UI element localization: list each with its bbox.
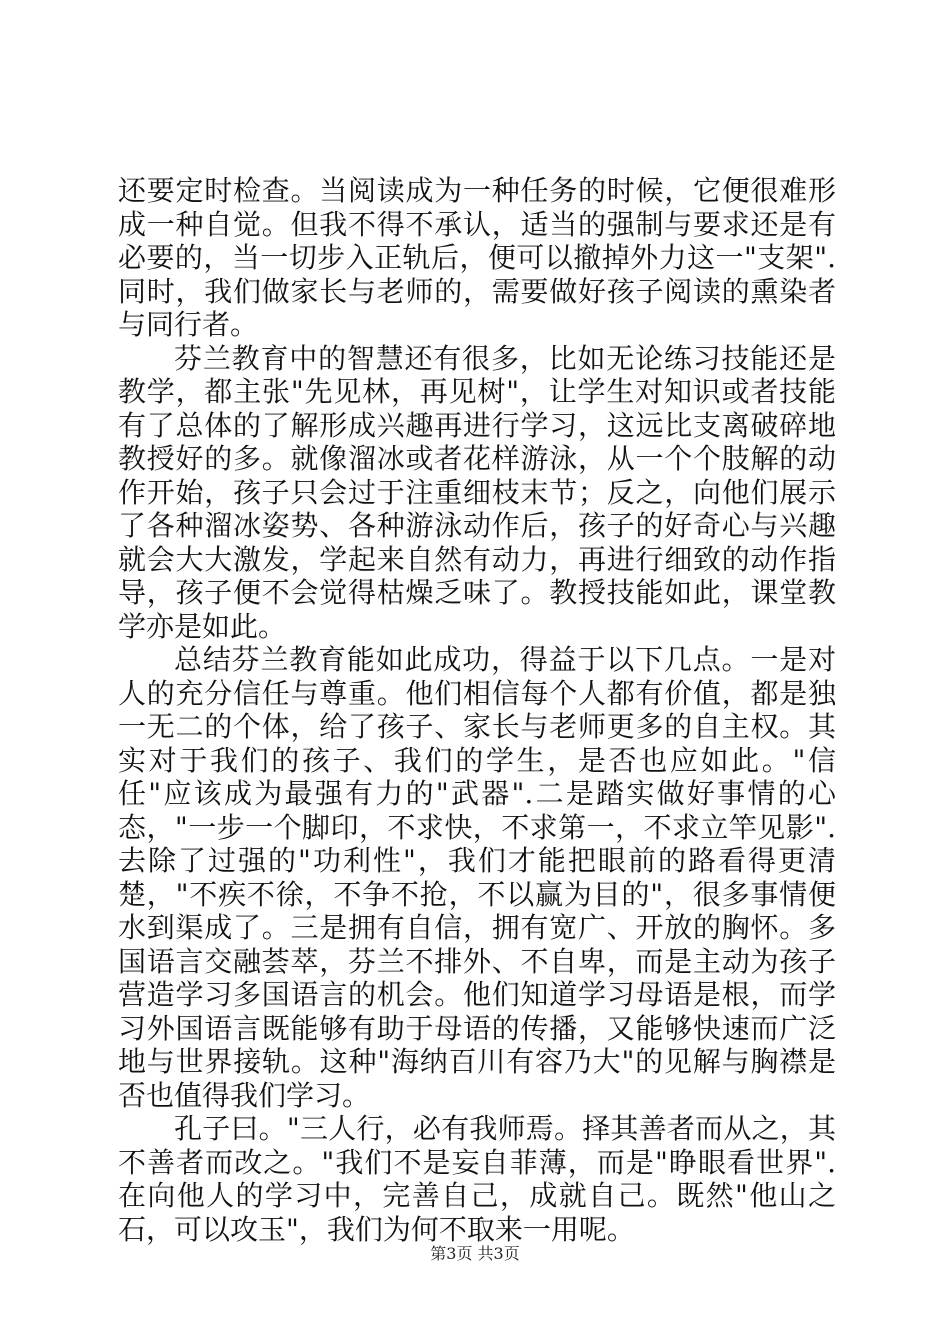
paragraph-confucius: 孔子曰。"三人行，必有我师焉。择其善者而从之，其不善者而改之。"我们不是妄自菲薄，而是"睁眼看世界".在向他人的学习中，完善自己，成就自己。既然"他山之石，可以攻玉"，我们为何不取来一用呢。 (118, 1112, 836, 1246)
paragraph-continued: 还要定时检查。当阅读成为一种任务的时候，它便很难形成一种自觉。但我不得不承认，适当的强制与要求还是有必要的，当一切步入正轨后，便可以撤掉外力这一"支架".同时，我们做家长与老师的，需要做好孩子阅读的熏染者与同行者。 (118, 174, 836, 341)
paragraph-summary: 总结芬兰教育能如此成功，得益于以下几点。一是对人的充分信任与尊重。他们相信每个人都有价值，都是独一无二的个体，给了孩子、家长与老师更多的自主权。其实对于我们的孩子、我们的学生，是否也应如此。"信任"应该成为最强有力的"武器".二是踏实做好事情的心态，"一步一个脚印，不求快，不求第一，不求立竿见影".去除了过强的"功利性"，我们才能把眼前的路看得更清楚，"不疾不徐，不争不抢，不以赢为目的"，很多事情便水到渠成了。三是拥有自信，拥有宽广、开放的胸怀。多国语言交融荟萃，芬兰不排外、不自卑，而是主动为孩子营造学习多国语言的机会。他们知道学习母语是根，而学习外国语言既能够有助于母语的传播，又能够快速而广泛地与世界接轨。这种"海纳百川有容乃大"的见解与胸襟是否也值得我们学习。 (118, 643, 836, 1112)
page-number-footer: 第3页 共3页 (430, 1244, 520, 1263)
document-body (118, 174, 836, 1246)
paragraph-finland-wisdom: 芬兰教育中的智慧还有很多，比如无论练习技能还是教学，都主张"先见林，再见树"，让学生对知识或者技能有了总体的了解形成兴趣再进行学习，这远比支离破碎地教授好的多。就像溜冰或者花样游泳，从一个个肢解的动作开始，孩子只会过于注重细枝末节；反之，向他们展示了各种溜冰姿势、各种游泳动作后，孩子的好奇心与兴趣就会大大激发，学起来自然有动力，再进行细致的动作指导，孩子便不会觉得枯燥乏味了。教授技能如此，课堂教学亦是如此。 (118, 341, 836, 643)
